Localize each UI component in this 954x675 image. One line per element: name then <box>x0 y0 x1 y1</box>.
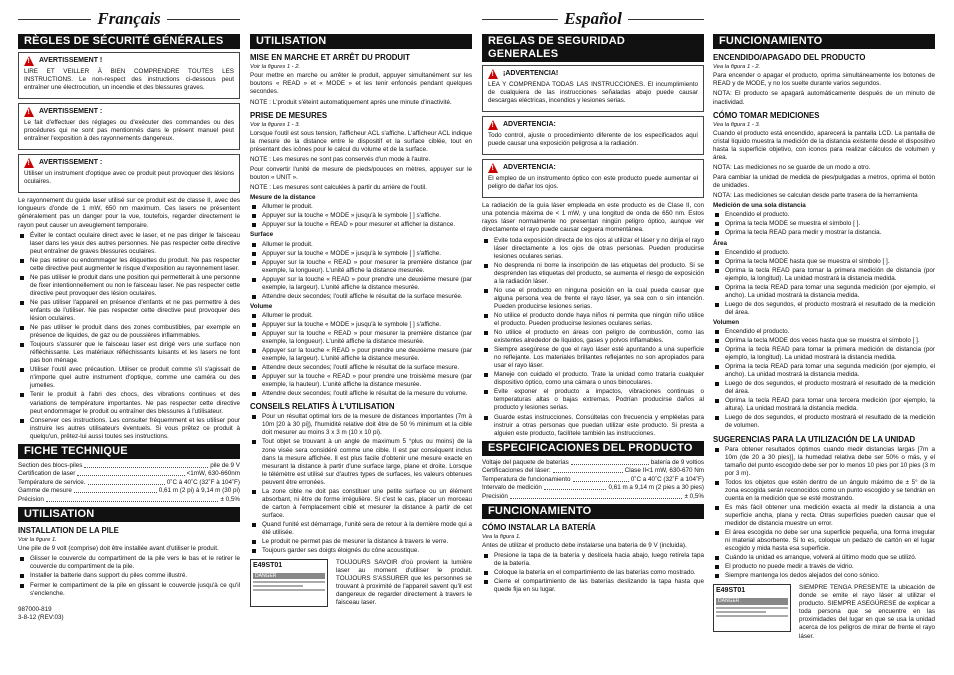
list-item: Luego de dos segundos, el producto mostrará el resultado de la medición de volumen. <box>713 414 935 430</box>
list-item: No utilice el producto en áreas con peligro de combustión, como las existentes alrededor de líquidos, gases y polvos inflamables. <box>482 329 704 345</box>
lang-header-es <box>482 8 704 30</box>
warning-title: ADVERTENCIA: <box>503 163 556 171</box>
list-item: No desprenda ni borre la inscripción de las etiquetas del producto. Si se desprenden las etiquetas del producto, se aumenta el riesgo de exposición a la radiación láser. <box>482 262 704 286</box>
part-number: 987000-819 <box>18 605 52 613</box>
spec-row: Intervalo de medición 0,61 m a 9,14 m (2 pies a 30 pies) <box>482 484 704 492</box>
list-item: La zone cible ne doit pas constituer une petite surface ou un élément absorbant, ni être de forme irrégulière. Si c'est le cas, placer un morceau de carton à l'emplacement ciblé et mesurer la distance à partir de cet surface. <box>250 488 472 520</box>
section-bar: FUNCIONAMIENTO <box>482 504 704 519</box>
laser-label-block <box>713 584 935 642</box>
col-es-safety <box>482 8 704 597</box>
section-bar: ESPECIFICACIONES DEL PRODUCTO <box>482 441 704 456</box>
list-item: Evite exponer el producto a impactos, vibraciones continuas o temperaturas altas o bajas extremas. Podrían producirse daños al producto y lesiones serias. <box>482 388 704 412</box>
list-item: Allumer le produit. <box>250 241 472 249</box>
warning-icon <box>24 158 34 168</box>
figure-reference: Voir la figures 1 - 2. <box>250 63 301 70</box>
note: NOTA: Las mediciones se calculan desde parte trasera de la herramienta <box>713 192 918 200</box>
note: NOTA: Las mediciones no se guarde de un modo a otro. <box>713 164 871 172</box>
warning-title: ¡ADVERTENCIA! <box>503 69 559 77</box>
list-item: Oprima la tecla READ para tomar la primera medición de distancia (por ejemplo, la longitud). La unidad mostrará la distancia medida. <box>713 267 935 283</box>
list-item: Encendido el producto. <box>713 211 935 219</box>
warning-box <box>18 52 240 99</box>
note: NOTE : Les mesures ne sont pas conservés d'un mode à l'autre. <box>250 156 431 164</box>
list-item: Ne pas utiliser le produit dans des zones combustibles, par exemple en présence de liquides, de gaz ou de poussières inflammables. <box>18 324 240 340</box>
warning-box <box>18 103 240 150</box>
list-item: Appuyer sur la touche « READ » pour prendre une deuxième mesure (par exemple, la largeur). L'unité affiche la distance mesurée. <box>250 276 472 292</box>
list-item: Glisser le couvercle du compartiment de la pile vers le bas et le retirer le couvercle du compartiment de la pile. <box>18 555 240 571</box>
warning-title: AVERTISSEMENT : <box>39 158 103 166</box>
safety-rules <box>18 232 240 441</box>
warning-icon <box>488 69 498 79</box>
list-item: Cierre el compartimiento de las baterías deslizando la tapa hasta que quede fija en su lugar. <box>482 578 704 594</box>
paragraph: Para encender o apagar el producto, oprima simultáneamente los botones de READ y de MODE, y no los suelte durante varios segundos. <box>713 72 935 88</box>
list-item: Éviter le contact oculaire direct avec le laser, et ne pas diriger le faisceau laser dans les yeux des autres personnes. Ne pas respecter cette directive peut entraîner de graves blessures oculaires. <box>18 232 240 256</box>
list-item: Todos los objetos que estén dentro de un ángulo máximo de ± 5° de la zona escogida serán reconocidos como un punto escogido y se tendrán en cuenta en la medición que se esté mostrando. <box>713 479 935 503</box>
warning-box <box>482 65 704 112</box>
label-warning: DANGER <box>253 573 325 579</box>
list-item: Conserver ces instructions. Les consulter fréquemment et les utiliser pour instruire les autres utilisateurs éventuels. Si vous prêtez ce produit à quelqu'un, prêtez-lui aussi toutes ses instructions. <box>18 417 240 441</box>
list-item: Para obtener resultados óptimos cuando medir distancias largas [7m a 10m (de 20 a 30 pies)], la humedad relativa debe ser 50% o más, y el tamaño del punto escogido debe ser por lo menos 10 pies por 10 pies (3 m por 3 m). <box>713 446 935 478</box>
list-item: Appuyer sur la touche « MODE » jusqu'à le symbole [ ] s'affiche. <box>250 321 472 329</box>
list-item: Appuyer sur la touche « READ » pour mesurer la première distance (par exemple, la longueur). L'unité affiche la distance mesurée. <box>250 259 472 275</box>
warning-icon <box>24 107 34 117</box>
list-item: Quand l'unité est démarrage, l'unité sera de retour à la dernière mode qui a été utilisée. <box>250 521 472 537</box>
list-item: Presione la tapa de la batería y deslícela hacia abajo, luego retírela tapa de la batería. <box>482 552 704 568</box>
subsection-heading: ENCENDIDO/APAGADO DEL PRODUCTO <box>713 53 866 62</box>
subsection-heading: MISE EN MARCHE ET ARRÊT DU PRODUIT <box>250 53 410 62</box>
spec-row: Precisión ± 0,5% <box>482 492 704 500</box>
warning-title: AVERTISSEMENT : <box>39 107 103 115</box>
list-item: Appuyer sur la touche « READ » pour prendre une troisième mesure (par exemple, la hauteur). L'unité affiche la distance mesurée. <box>250 373 472 389</box>
figure-reference: Voir la figures 1 - 3. <box>250 121 301 128</box>
list-item: El producto no puede medir a través de vidrio. <box>713 563 935 571</box>
spec-row: Voltaje del paquete de baterías batería de 9 voltios <box>482 458 704 466</box>
warning-text: Utiliser un instrument d'optique avec ce produit peut provoquer des lésions oculaires. <box>24 170 234 186</box>
lang-title: Français <box>97 9 161 29</box>
section-bar: RÈGLES DE SÉCURITÉ GÉNÉRALES <box>18 34 240 49</box>
list-item: Oprima la tecla READ para tomar la primera medición de distancia (por ejemplo, la longitud). La unidad mostrará la distancia medida. <box>713 346 935 362</box>
warning-title: AVERTISSEMENT ! <box>39 56 103 64</box>
label-caption: TOUJOURS SAVOIR d'où provient la lumière laser au moment d'utiliser le produit. TOUJOURS S'ASSURER que les personnes se trouvant à proximité de l'appareil savent qu'il est dangereux de regarder directement à travers le faisceau laser. <box>336 559 472 607</box>
list-item: Coloque la batería en el compartimiento de las baterías como mostrado. <box>482 569 704 577</box>
warning-icon <box>24 56 34 66</box>
list-item: Appuyer sur la touche « READ » pour prendre une deuxième mesure (par exemple, la largeur). L'unité affiche la distance mesurée. <box>250 347 472 363</box>
label-model: E49ST01 <box>716 587 746 595</box>
spec-row: Section des blocs-piles pile de 9 V <box>18 461 240 469</box>
col-fr-safety <box>18 8 240 622</box>
warning-icon <box>488 163 498 173</box>
list-item: Luego de dos segundos, el producto mostrará el resultado de la medición del área. <box>713 301 935 317</box>
list-item: Siempre asegúrese de que el rayo láser esté apuntando a una superficie no reflejante. Los materiales brillantes reflejantes no son apropiados para usar el rayo láser. <box>482 346 704 370</box>
list-item: Ne pas retirer ou endommager les étiquettes du produit. Ne pas respecter cette directive peut augmenter le risque d'exposition au rayonnement laser. <box>18 257 240 273</box>
list-item: Ne pas utiliser l'appareil en présence d'enfants et ne pas permettre à des enfants de l'utiliser. Ne pas respecter cette directive peut provoquer des lésion oculaires. <box>18 299 240 323</box>
section-bar: UTILISATION <box>18 507 240 522</box>
lang-title: Español <box>564 9 622 29</box>
spec-row: Précision ± 0,5% <box>18 495 240 503</box>
note: NOTE : L'produit s'éteint automatiquement après une minute d'inactivité. <box>250 98 452 106</box>
list-item: El área escogida no debe ser una superficie pequeña, una forma irregular ni material absorbente. Si lo es, coloque un pedazo de cartón en el lugar escogido y mida hasta esa superficie. <box>713 529 935 553</box>
section-bar: FUNCIONAMIENTO <box>713 34 935 49</box>
intro-paragraph: La radiación de la guía láser empleada en este producto es de Clase II, con una potencia máxima de < 1 mW, y una longitud de onda de 650 nm. Estos rayos láser normalmente no presentan ningún peligro óptico, aunque ver directamente el rayo puede causar ceguera momentánea. <box>482 202 704 234</box>
paragraph: Lorsque l'outil est sous tension, l'afficheur ACL s'affiche. L'afficheur ACL indique la mesure de la distance entre le dispositif et la surface ciblée, tout en présentant des icônes pour le calcul du volume et de la surface. <box>250 129 472 154</box>
spec-row: Température de service. 0˚C à 40˚C (32˚F à 104˚F) <box>18 478 240 486</box>
list-item: Cuándo la unidad es arranque, volverá al último modo que se utilizó. <box>713 554 935 562</box>
list-item: Allumer le produit. <box>250 312 472 320</box>
spec-row: Certificaciones del láser: Clase II<1 mW, 630-670 Nm <box>482 467 704 475</box>
subheading: Volumen <box>713 318 740 326</box>
list-item: Toujours s'assurer que le faisceau laser est dirigé vers une surface non réfléchissante. Les matériaux réfléchissants luisants et les lasers ne font pas bon ménage. <box>18 341 240 365</box>
list-item: Installer la batterie dans support du piles comme illustré. <box>18 572 240 580</box>
list-item: Le produit ne permet pas de mesurer la distance à travers le verre. <box>250 538 472 546</box>
note: NOTE : Les mesures sont calculées à partir du arrière de l'outil. <box>250 184 427 192</box>
subsection-heading: CÓMO TOMAR MEDICIONES <box>713 110 820 120</box>
laser-label-image <box>250 559 328 607</box>
list-item: Appuyer sur la touche « MODE » jusqu'à le symbole [ ] s'affiche. <box>250 212 472 220</box>
list-item: Toujours garder ses doigts éloignés du cône acoustique. <box>250 547 472 555</box>
warning-text: Todo control, ajuste o procedimiento diferente de los especificados aquí puede causar una exposición peligrosa a la radiación. <box>488 132 698 148</box>
subheading: Medición de una sola distancia <box>713 202 806 210</box>
safety-rules <box>482 237 704 438</box>
list-item: Oprima la tecla MODE hasta que se muestra el símbolo [ ]. <box>713 258 935 266</box>
label-warning: DANGER <box>716 598 788 604</box>
paragraph: Cuando el producto está encendido, aparecerá la pantalla LCD. La pantalla de cristal líquido muestra la medición de la distancia existente desde el dispositivo hasta la superficie objetivo, con iconos para realizar cálculos de volumen y área. <box>713 129 935 162</box>
note: NOTA: El producto se apagará automáticamente después de un minuto de inactividad. <box>713 90 935 106</box>
list-item: Maneje con cuidado el producto. Trate la unidad como trataría cualquier dispositivo óptico, como una cámara o unos binoculares. <box>482 371 704 387</box>
subsection-heading: INSTALLATION DE LA PILE <box>18 525 119 535</box>
warning-title: ADVERTENCIA: <box>503 120 556 128</box>
lang-header-fr <box>18 8 240 30</box>
list-item: Oprima la tecla MODE dos veces hasta que se muestra el símbolo [ ]. <box>713 337 935 345</box>
warning-text: LIRE ET VEILLER À BIEN COMPRENDRE TOUTES LES INSTRUCTIONS. Le non-respect des instructions ci-dessous peut entraîner une électrocution, un incendie et des blessures graves. <box>24 68 234 92</box>
list-item: Oprima la tecla MODE se muestra el símbolo [ ]. <box>713 220 935 228</box>
figure-reference: Vea la figura 1 - 2. <box>713 63 761 70</box>
revision: 3-8-12 (REV:03) <box>18 613 64 621</box>
subheading: Área <box>713 239 728 247</box>
warning-text: LEA Y COMPRENDA TODAS LAS INSTRUCCIONES. El incumplimiento de cualquiera de las instrucciones señaladas abajo puede causar descargas eléctricas, incendios y lesiones serias. <box>488 81 698 105</box>
section-bar: REGLAS DE SEGURIDAD GENERALES <box>482 34 704 62</box>
list-item: Attendre deux secondes; l'outil affiche le résultat de la surface mesurée. <box>250 293 472 301</box>
list-item: Tout objet se trouvant à un angle de maximum 5 °plus ou moins) de la zone visée sera considéré comme une cible. Il est par conséquent inclus dans la mesure affichée. Il est plus facile d'obtenir une mesure exacte en mesurant la distance à partir d'une surface large, plane et droite. Lorsque le télémètre est utilisé sur d'autres types de surfaces, les valeurs obtenues peuvent être erronées. <box>250 438 472 486</box>
list-item: Encendido el producto. <box>713 249 935 257</box>
warning-box <box>18 154 240 193</box>
paragraph: Para cambiar la unidad de medida de pies/pulgadas a metros, oprima el botón de unidades. <box>713 174 935 190</box>
subsection-heading: CÓMO INSTALAR LA BATERÍA <box>482 522 596 532</box>
spec-row: Certification de laser <1mW, 630-660nm <box>18 470 240 478</box>
subheading: Volume <box>250 302 273 310</box>
part-number-block <box>18 606 240 622</box>
spec-row: Temperatura de funcionamiento 0˚C a 40˚C (32˚F a 104˚F) <box>482 475 704 483</box>
paragraph: Une pile de 9 volt (comprise) doit être installée avant d'utiliser le produit. <box>18 545 219 553</box>
list-item: Oprima la tecla READ para tomar una segunda medición (por ejemplo, el ancho). La unidad mostrará la distancia medida. <box>713 363 935 379</box>
subsection-heading: CONSEILS RELATIFS À L'UTILISATION <box>250 402 395 412</box>
list-item: Ne pas utiliser le produit dans une position qui permetterait à une personne de fixer intentionnellement ou non le faisceau laser. Ne pas respecter cette directive peut provoquer des lésion oculaires. <box>18 274 240 298</box>
list-item: Appuyer sur la touche « READ » pour mesurer la première distance (par exemple, la longueur). L'unité affiche la distance mesurée. <box>250 330 472 346</box>
list-item: Appuyer sur la touche « MODE » jusqu'à le symbole [ ] s'affiche. <box>250 250 472 258</box>
list-item: Evite toda exposición directa de los ojos al utilizar el láser y no dirija el rayo láser directamente a los ojos de otras personas. Pueden producirse lesiones oculares serias. <box>482 237 704 261</box>
list-item: Encendido el producto. <box>713 328 935 336</box>
list-item: Siempre mantenga los dedos alejados del cono sónico. <box>713 572 935 580</box>
warning-box <box>482 159 704 198</box>
label-caption: SIEMPRE TENGA PRESENTE la ubicación de donde se emite el rayo láser al utilizar el producto. SIEMPRE ASEGÚRESE de explicar a toda persona que se encuentre en las proximidades del lugar en que se usa la unidad acerca de los peligros de mirar de frente el rayo láser. <box>799 584 935 640</box>
laser-label-block <box>250 559 472 609</box>
list-item: Es más fácil obtener una medición exacta al medir la distancia a una superficie ancha, plana y recta. Otras superficies pueden causar que el medidor de distancia muestre un error. <box>713 504 935 528</box>
paragraph: Pour convertir l'unité de mesure de pieds/pouces en mètres, appuyer sur le bouton « UNIT ». <box>250 166 472 182</box>
warning-text: Le fait d'effectuer des réglages ou d'exécuter des commandes ou des procédures qui ne sont pas mentionnés dans le présent manuel peut entraîner l'exposition à des rayonnements dangereux. <box>24 119 234 143</box>
figure-reference: Voir la figure 1. <box>18 536 57 543</box>
list-item: Attendre deux secondes; l'outil affiche le résultat de la surface mesure. <box>250 364 472 372</box>
list-item: No utilice el producto donde haya niños ni permita que ningún niño utilice el producto. Pueden producirse lesiones oculares serias. <box>482 312 704 328</box>
warning-box <box>482 116 704 155</box>
list-item: Oprima la tecla READ para tomar una tercera medición (por ejemplo, la altura). La unidad mostrará la distancia medida. <box>713 397 935 413</box>
list-item: Attendre deux secondes; l'outil affiche le résultat de la mesure du volume. <box>250 390 472 398</box>
list-item: Pour un résultat optimal lors de la mesure de distances importantes (7m à 10m [20 à 30 pi]), l'humidité relative doit être de 50 % minimum et la cible doit mesurer au moins 3 x 3 m (10 x 10 pi). <box>250 413 472 437</box>
spec-row: Gamme de mesure 0,61 m (2 pi) à 9,14 m (30 pi) <box>18 487 240 495</box>
subsection-heading: SUGERENCIAS PARA LA UTILIZACIÓN DE LA UNIDAD <box>713 434 916 444</box>
list-item: Oprima la tecla READ para tomar una segunda medición (por ejemplo, el ancho). La unidad mostrará la distancia medida. <box>713 284 935 300</box>
paragraph: Pour mettre en marche ou arrêter le produit, appuyer simultanément sur les boutons « READ » et « MODE » et les tenir enfoncés pendant quelques secondes. <box>250 72 472 96</box>
list-item: Appuyer sur la touche « READ » pour mesurer et afficher la distance. <box>250 221 472 229</box>
figure-reference: Vea la figura 1 - 3. <box>713 121 761 128</box>
section-bar: FICHE TECHNIQUE <box>18 444 240 459</box>
figure-reference: Vea la figura 1. <box>482 533 521 540</box>
warning-text: El empleo de un instrumento óptico con este producto puede aumentar el peligro de dañar los ojos. <box>488 175 698 191</box>
col-fr-operation <box>250 8 472 609</box>
col-es-operation <box>713 8 935 643</box>
subsection-heading: PRISE DE MESURES <box>250 110 328 120</box>
laser-label-image <box>713 584 791 632</box>
list-item: Utiliser l'outil avec précaution. Utiliser ce produit comme s'il s'agissait de n'importe quel autre instrument d'optique, comme une caméra ou des jumelles. <box>18 366 240 390</box>
list-item: Allumer le produit. <box>250 203 472 211</box>
subheading: Surface <box>250 231 274 239</box>
list-item: Oprima la tecla READ para medir y mostrar la distancia. <box>713 229 935 237</box>
list-item: Luego de dos segundos, el producto mostrará el resultado de la medición del área. <box>713 380 935 396</box>
section-bar: UTILISATION <box>250 34 472 49</box>
label-model: E49ST01 <box>253 562 283 570</box>
list-item: No use el producto en ninguna posición en la cual pueda causar que alguna persona vea de frente el rayo láser, ya sea con o sin intención. Pueden producirse lesiones serias. <box>482 287 704 311</box>
paragraph: Antes de utilizar el producto debe instalarse una batería de 9 V (incluida). <box>482 542 687 550</box>
list-item: Tenir le produit à l'abri des chocs, des vibrations continues et des variations de température importantes. Ne pas respecter cette directive peut endommager le produit ou entraîner des blessures à l'utilisateur. <box>18 391 240 415</box>
intro-paragraph: Le rayonnement du guide laser utilisé sur ce produit est de classe II, avec des longueurs d'onde de 1 mW, 650 nm maximum. Ces lasers ne présentent généralement pas un danger pour la vue, toutefois, regarder directement le rayon peut causer un aveuglement temporaire. <box>18 197 240 229</box>
list-item: Guarde estas instrucciones. Consúltelas con frecuencia y empléelas para instruir a otras personas que puedan utilizar este producto. Si presta a alguien este producto, facilítele también las instrucciones. <box>482 414 704 438</box>
warning-icon <box>488 120 498 130</box>
list-item: Fermer le compartiment de la pile en glissant le couvercle jusqu'à ce qu'il s'enclenche. <box>18 582 240 598</box>
subheading: Mesure de la distance <box>250 194 316 202</box>
